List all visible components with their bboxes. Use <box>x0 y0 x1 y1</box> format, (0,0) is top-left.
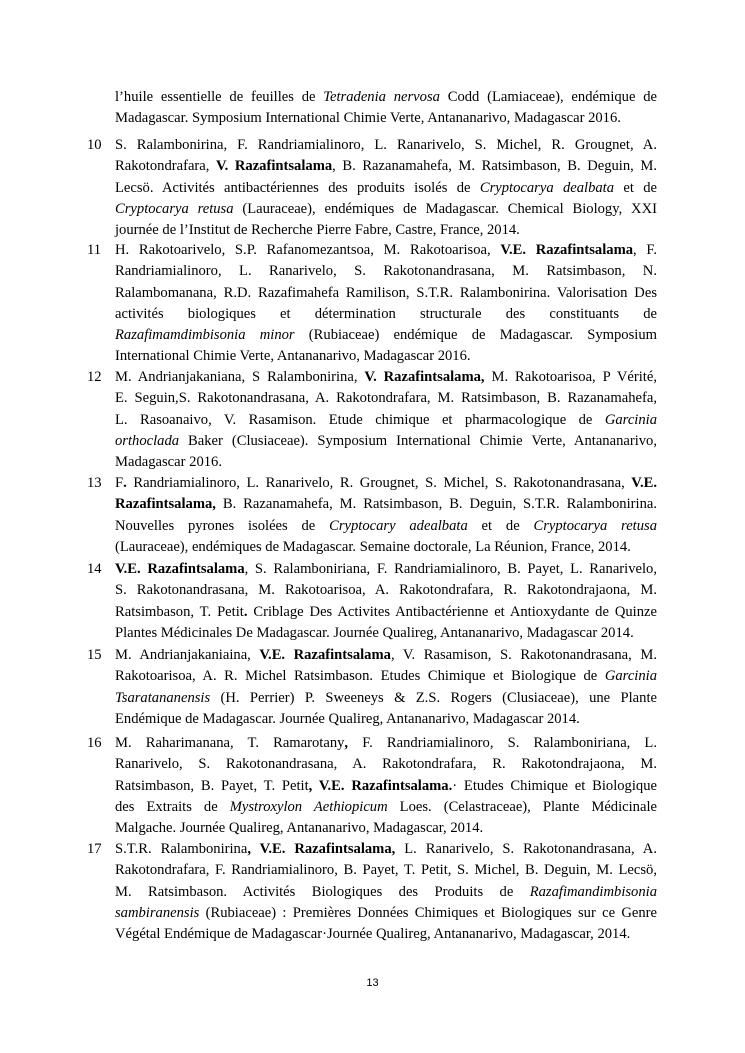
seg-bold: Razafintsalama, <box>115 496 216 513</box>
reference-text <box>115 473 657 558</box>
text-line <box>115 346 657 367</box>
seg-bold: V. Razafintsalama, <box>364 369 485 385</box>
reference-text <box>115 240 657 368</box>
seg-text: Endémique de Madagascar. Journée Qualireg, Antananarivo, Madagascar 2014. <box>115 710 580 727</box>
seg-text: Randriamialinoro, L. Ranarivelo, S. Rakotonandrasana, M. Ratsimbason, N. <box>115 263 657 280</box>
reference-text <box>115 559 657 644</box>
seg-italic: Tetradenia nervosa <box>323 89 440 105</box>
seg-text: H. Rakotoarivelo, S.P. Rafanomezantsoa, M. Rakotoarisoa, <box>115 242 501 258</box>
text-line <box>115 733 657 754</box>
seg-bold: V. Razafintsalama <box>215 158 333 175</box>
seg-text: International Chimie Verte, Antananarivo, Madagascar 2016. <box>115 348 471 365</box>
seg-text: et de <box>614 179 658 196</box>
text-line <box>115 178 657 199</box>
text-line <box>115 135 657 156</box>
text-line <box>115 818 657 839</box>
reference-text <box>115 87 657 130</box>
seg-text: · <box>322 926 327 943</box>
seg-text: S. Rakotonandrasana, M. Rakotoarisoa, A. Rakotondrafara, R. Rakotondrajaona, M. <box>115 582 657 599</box>
seg-text: Ranarivelo, S. Rakotonandrasana, A. Rakotondrafara, R. Rakotondrajaona, M. <box>115 756 657 773</box>
seg-text: L. Rasoanaivo, V. Rasamison. Etude chimique et pharmacologique de <box>115 411 605 428</box>
seg-italic: Mystroxylon Aethiopicum <box>229 798 388 815</box>
seg-italic: Tsaratananensis <box>115 689 211 706</box>
text-line <box>115 559 657 580</box>
reference-entry <box>87 135 657 241</box>
reference-text <box>115 733 657 839</box>
seg-text: , S. Ralamboniriana, F. Randriamialinoro, B. Payet, L. Ranarivelo, <box>244 561 657 577</box>
text-line <box>115 839 657 860</box>
seg-text: S. Ralambonirina, F. Randriamialinoro, L. Ranarivelo, S. Michel, R. Grougnet, A. <box>115 137 657 153</box>
reference-entry <box>87 240 657 368</box>
seg-text: Madagascar 2016. <box>115 454 222 471</box>
text-line <box>115 882 657 903</box>
text-line <box>115 240 657 261</box>
seg-text: F <box>115 475 124 491</box>
reference-text <box>115 645 657 730</box>
seg-text: Rakotoarisoa, A. R. Michel Ratsimbason. Etudes Chimique et Biologique de <box>115 668 605 685</box>
seg-text: (Rubiaceae) endémique de Madagascar. Symposium <box>294 327 657 344</box>
reference-entry <box>87 559 657 644</box>
reference-entry <box>87 87 657 130</box>
reference-entry <box>87 473 657 558</box>
text-line <box>115 283 657 304</box>
seg-text: (Lauraceae), endémiques de Madagascar. Chemical Biology, XXI <box>233 200 657 217</box>
seg-text: Ratsimbason, T. Petit <box>115 603 244 620</box>
text-line <box>115 924 657 945</box>
seg-text: journée de l’Institut de Recherche Pierre Fabre, Castre, France, 2014. <box>115 222 520 239</box>
seg-text: M. Andrianjakaniana, S Ralambonirina, <box>115 369 365 385</box>
seg-text: M. Raharimanana, T. Ramarotany <box>115 735 345 751</box>
seg-text: L. Ranarivelo, S. Rakotonandrasana, A. <box>395 841 657 857</box>
seg-text: (Rubiaceae) : Premières Données Chimiques et Biologiques sur ce Genre <box>199 904 657 921</box>
seg-text: Journée Qualireg, Antananarivo, Madagascar, 2014. <box>326 926 631 943</box>
seg-text: Randriamialinoro, L. Ranarivelo, R. Grougnet, S. Michel, S. Rakotonandrasana, <box>126 475 632 491</box>
seg-text: F. Randriamialinoro, S. Ralamboniriana, L. <box>348 735 657 751</box>
seg-text: Codd (Lamiaceae), endémique de <box>439 89 658 105</box>
seg-bold: . <box>123 475 127 491</box>
reference-entry <box>87 839 657 945</box>
text-line <box>115 87 657 108</box>
reference-number: 11 <box>87 242 102 258</box>
text-line <box>115 431 657 452</box>
seg-text: S.T.R. Ralambonirina <box>115 841 248 857</box>
seg-text: · Etudes Chimique et Biologique <box>452 777 657 794</box>
seg-text: M. Andrianjakaniaina, <box>115 647 260 663</box>
text-line <box>115 410 657 431</box>
seg-text: Lecsö. Activités antibactériennes des produits isolés de <box>115 179 480 196</box>
seg-italic: orthoclada <box>115 432 180 449</box>
text-line <box>115 776 657 797</box>
reference-text <box>115 135 657 241</box>
text-line <box>115 261 657 282</box>
seg-text: Ralambomanana, R.D. Razafimahefa Ramilison, S.T.R. Ralambonirina. Valorisation Des <box>115 284 657 301</box>
reference-number: 14 <box>87 561 102 577</box>
text-line <box>115 304 657 325</box>
text-line <box>115 709 657 730</box>
seg-text: Ratsimbason, B. Payet, T. Petit <box>115 777 309 794</box>
seg-text: activités biologiques et détermination structurale des constituants de <box>115 305 657 322</box>
seg-italic: Cryptocarya retusa <box>533 517 657 534</box>
text-line <box>115 537 657 558</box>
seg-text: Végétal Endémique de Madagascar <box>115 926 323 943</box>
seg-bold: . <box>243 603 248 620</box>
text-line <box>115 580 657 601</box>
reference-text <box>115 367 657 473</box>
text-line <box>115 623 657 644</box>
reference-number: 12 <box>87 369 102 385</box>
seg-text: B. Razanamahefa, M. Ratsimbason, B. Deguin, S.T.R. Ralambonirina. <box>215 496 657 513</box>
text-line <box>115 754 657 775</box>
seg-bold: V.E. Razafintsalama <box>115 561 245 577</box>
seg-text: (H. Perrier) P. Sweeneys & Z.S. Rogers (Clusiaceae), une Plante <box>210 689 657 706</box>
text-line <box>115 860 657 881</box>
reference-number: 10 <box>87 137 102 153</box>
text-line <box>115 516 657 537</box>
text-line <box>115 367 657 388</box>
reference-entry <box>87 733 657 839</box>
seg-italic: Cryptocarya dealbata <box>479 179 615 196</box>
text-line <box>115 903 657 924</box>
text-line <box>115 602 657 623</box>
seg-italic: Razafimandimbisonia <box>529 883 657 900</box>
reference-text <box>115 839 657 945</box>
text-line <box>115 108 657 129</box>
seg-bold: V.E. <box>631 475 657 491</box>
seg-italic: Razafimamdimbisonia minor <box>115 327 295 344</box>
seg-italic: Garcinia <box>604 668 657 685</box>
seg-text: M. Ratsimbason. Activités Biologiques des Produits de <box>115 883 530 900</box>
seg-bold: V.E. Razafintsalama <box>500 242 634 258</box>
seg-text: et de <box>467 517 534 534</box>
seg-text: Madagascar. Symposium International Chimie Verte, Antananarivo, Madagascar 2016. <box>115 110 621 127</box>
seg-italic: sambiranensis <box>115 904 200 921</box>
text-line <box>115 452 657 473</box>
seg-italic: , <box>527 798 531 815</box>
seg-text: Plantes Médicinales De Madagascar. Journée Qualireg, Antananarivo, Madagascar 2014. <box>115 624 634 641</box>
seg-bold: , V.E. Razafintsalama, <box>247 841 396 857</box>
seg-text: l’huile essentielle de feuilles de <box>115 89 324 105</box>
text-line <box>115 199 657 220</box>
seg-text: des Extraits de <box>115 798 230 815</box>
reference-number: 17 <box>87 841 102 857</box>
text-line <box>115 473 657 494</box>
seg-italic: Cryptocary adealbata <box>329 517 468 534</box>
seg-text: , B. Razanamahefa, M. Ratsimbason, B. Deguin, M. <box>332 158 657 175</box>
seg-text: Malgache. Journée Qualireg, Antananarivo, Madagascar, 2014. <box>115 820 484 837</box>
seg-text: Criblage Des Activites Antibactérienne et Antioxydante de Quinze <box>247 603 657 620</box>
text-line <box>115 494 657 515</box>
seg-text: Rakotondrafara, <box>115 158 216 175</box>
reference-number: 16 <box>87 735 102 751</box>
reference-entry <box>87 645 657 730</box>
seg-bold: V.E. Razafintsalama <box>259 647 391 663</box>
reference-number: 15 <box>87 647 102 663</box>
text-line <box>115 688 657 709</box>
seg-text: Rakotondrafara, F. Randriamialinoro, B. Payet, T. Petit, S. Michel, B. Deguin, M. Lecsö, <box>115 862 657 879</box>
seg-italic: Cryptocarya retusa <box>115 200 234 217</box>
seg-text: Plante Médicinale <box>530 798 657 815</box>
text-line <box>115 645 657 666</box>
seg-text: M. Rakotoarisoa, P Vérité, <box>484 369 657 385</box>
seg-italic: Garcinia <box>604 411 657 428</box>
seg-text: , V. Rasamison, S. Rakotonandrasana, M. <box>390 647 657 663</box>
seg-text: , F. <box>633 242 657 258</box>
text-line <box>115 797 657 818</box>
reference-number: 13 <box>87 475 102 491</box>
seg-text: Nouvelles pyrones isolées de <box>115 517 330 534</box>
seg-text: E. Seguin,S. Rakotonandrasana, A. Rakotondrafara, M. Ratsimbason, B. Razanamahefa, <box>115 390 657 407</box>
text-line <box>115 156 657 177</box>
seg-bold: , V.E. Razafintsalama. <box>308 777 453 794</box>
text-line <box>115 325 657 346</box>
seg-text: Loes. (Celastraceae) <box>387 798 528 815</box>
reference-entry <box>87 367 657 473</box>
page-number: 13 <box>366 977 379 989</box>
text-line <box>115 666 657 687</box>
text-line <box>115 220 657 241</box>
seg-text: Baker (Clusiaceae). Symposium International Chimie Verte, Antananarivo, <box>179 432 657 449</box>
seg-text: (Lauraceae), endémiques de Madagascar. Semaine doctorale, La Réunion, France, 2014. <box>115 538 631 555</box>
seg-bold: , <box>344 735 349 751</box>
text-line <box>115 388 657 409</box>
